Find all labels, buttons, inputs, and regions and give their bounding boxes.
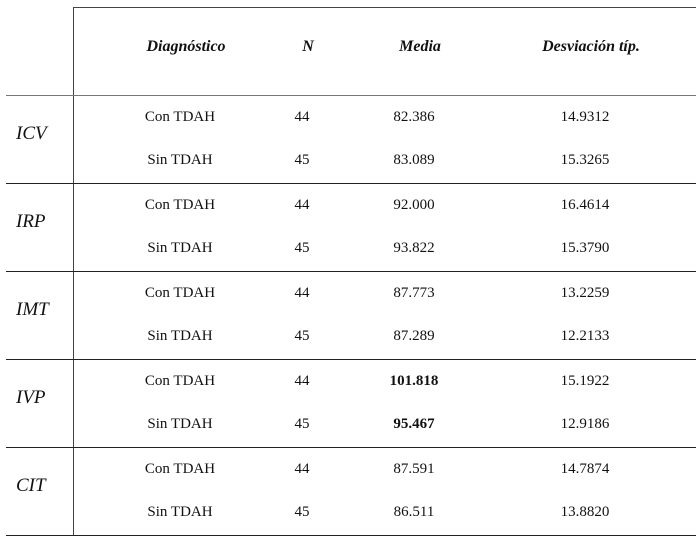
group-label: CIT bbox=[16, 475, 46, 496]
group-label: IRP bbox=[16, 211, 46, 232]
cell-n: 45 bbox=[294, 328, 310, 344]
table-group-cit bbox=[6, 447, 696, 535]
cell-desviacion: 12.9186 bbox=[560, 416, 610, 432]
cell-diagnostico: Sin TDAH bbox=[147, 240, 213, 256]
cell-media: 92.000 bbox=[393, 197, 435, 213]
header-media: Media bbox=[399, 38, 441, 55]
group-label: IVP bbox=[16, 387, 46, 408]
header-n: N bbox=[302, 38, 314, 55]
stats-table bbox=[6, 7, 696, 535]
cell-n: 44 bbox=[294, 197, 310, 213]
cell-n: 45 bbox=[294, 240, 310, 256]
cell-diagnostico: Con TDAH bbox=[144, 373, 216, 389]
table-group-imt bbox=[6, 271, 696, 359]
table-group-icv bbox=[6, 95, 696, 183]
header-diagnostico: Diagnóstico bbox=[146, 38, 226, 55]
cell-diagnostico: Con TDAH bbox=[144, 197, 216, 213]
cell-media: 95.467 bbox=[393, 416, 435, 432]
group-label: IMT bbox=[16, 299, 49, 320]
cell-media: 87.591 bbox=[393, 461, 435, 477]
cell-n: 45 bbox=[294, 152, 310, 168]
cell-media: 87.289 bbox=[393, 328, 435, 344]
cell-media: 87.773 bbox=[393, 285, 435, 301]
cell-desviacion: 15.3265 bbox=[560, 152, 610, 168]
table-group-ivp bbox=[6, 359, 696, 447]
cell-desviacion: 15.3790 bbox=[560, 240, 610, 256]
table-header bbox=[73, 7, 696, 95]
cell-diagnostico: Sin TDAH bbox=[147, 152, 213, 168]
cell-n: 45 bbox=[294, 416, 310, 432]
cell-media: 101.818 bbox=[389, 373, 439, 389]
cell-desviacion: 14.7874 bbox=[560, 461, 610, 477]
cell-n: 44 bbox=[294, 109, 310, 125]
cell-desviacion: 13.8820 bbox=[560, 504, 610, 520]
cell-desviacion: 15.1922 bbox=[560, 373, 610, 389]
column-divider bbox=[73, 448, 74, 535]
cell-desviacion: 16.4614 bbox=[560, 197, 610, 213]
cell-diagnostico: Con TDAH bbox=[144, 285, 216, 301]
cell-diagnostico: Sin TDAH bbox=[147, 328, 213, 344]
cell-media: 83.089 bbox=[393, 152, 435, 168]
table-body bbox=[6, 95, 696, 535]
cell-diagnostico: Con TDAH bbox=[144, 109, 216, 125]
cell-n: 44 bbox=[294, 285, 310, 301]
column-divider bbox=[73, 272, 74, 359]
table-bottom-rule bbox=[6, 535, 696, 536]
group-label: ICV bbox=[16, 123, 47, 144]
header-desviacion: Desviación típ. bbox=[542, 38, 640, 55]
cell-desviacion: 12.2133 bbox=[560, 328, 610, 344]
column-divider bbox=[73, 360, 74, 447]
cell-media: 86.511 bbox=[393, 504, 435, 520]
cell-diagnostico: Sin TDAH bbox=[147, 504, 213, 520]
cell-n: 44 bbox=[294, 461, 310, 477]
cell-desviacion: 14.9312 bbox=[560, 109, 610, 125]
cell-n: 44 bbox=[294, 373, 310, 389]
cell-media: 82.386 bbox=[393, 109, 435, 125]
column-divider bbox=[73, 184, 74, 271]
table-group-irp bbox=[6, 183, 696, 271]
cell-media: 93.822 bbox=[393, 240, 435, 256]
cell-diagnostico: Sin TDAH bbox=[147, 416, 213, 432]
cell-diagnostico: Con TDAH bbox=[144, 461, 216, 477]
column-divider bbox=[73, 96, 74, 183]
cell-desviacion: 13.2259 bbox=[560, 285, 610, 301]
cell-n: 45 bbox=[294, 504, 310, 520]
